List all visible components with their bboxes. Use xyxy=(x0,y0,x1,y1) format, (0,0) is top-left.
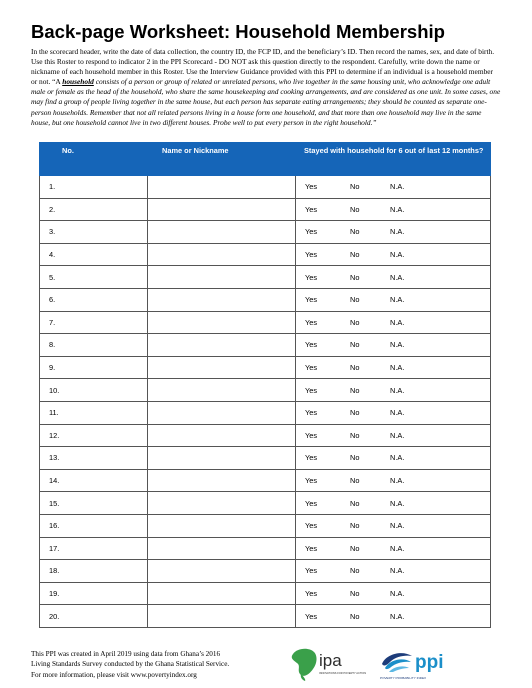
option-yes[interactable]: Yes xyxy=(305,498,318,508)
option-no[interactable]: No xyxy=(350,453,360,463)
option-no[interactable]: No xyxy=(350,611,360,621)
option-na[interactable]: N.A. xyxy=(390,182,405,192)
table-row xyxy=(40,311,491,334)
name-cell[interactable] xyxy=(148,221,296,244)
option-na[interactable]: N.A. xyxy=(390,611,405,621)
table-row xyxy=(40,514,491,537)
option-no[interactable]: No xyxy=(350,408,360,418)
table-row xyxy=(40,492,491,515)
name-cell[interactable] xyxy=(148,447,296,470)
stayed-cell xyxy=(296,334,491,357)
option-no[interactable]: No xyxy=(350,204,360,214)
row-number: 2. xyxy=(40,198,148,221)
stayed-cell xyxy=(296,492,491,515)
option-no[interactable]: No xyxy=(350,476,360,486)
row-number: 8. xyxy=(40,334,148,357)
option-yes[interactable]: Yes xyxy=(305,408,318,418)
option-na[interactable]: N.A. xyxy=(390,295,405,305)
option-no[interactable]: No xyxy=(350,498,360,508)
option-na[interactable]: N.A. xyxy=(390,385,405,395)
footer-line-2: Living Standards Survey conducted by the Ghana Statistical Service. xyxy=(31,660,230,669)
name-cell[interactable] xyxy=(148,356,296,379)
option-na[interactable]: N.A. xyxy=(390,521,405,531)
name-cell[interactable] xyxy=(148,379,296,402)
stayed-cell xyxy=(296,176,491,199)
option-na[interactable]: N.A. xyxy=(390,453,405,463)
option-no[interactable]: No xyxy=(350,588,360,598)
option-yes[interactable]: Yes xyxy=(305,566,318,576)
table-row xyxy=(40,537,491,560)
option-no[interactable]: No xyxy=(350,250,360,260)
row-number: 12. xyxy=(40,424,148,447)
stayed-cell xyxy=(296,447,491,470)
table-row xyxy=(40,221,491,244)
header-no: No. xyxy=(40,143,148,176)
name-cell[interactable] xyxy=(148,492,296,515)
option-no[interactable]: No xyxy=(350,317,360,327)
option-yes[interactable]: Yes xyxy=(305,295,318,305)
option-na[interactable]: N.A. xyxy=(390,430,405,440)
option-yes[interactable]: Yes xyxy=(305,317,318,327)
stayed-cell xyxy=(296,243,491,266)
table-row xyxy=(40,582,491,605)
stayed-cell xyxy=(296,266,491,289)
table-row xyxy=(40,176,491,199)
table-row xyxy=(40,447,491,470)
stayed-cell xyxy=(296,401,491,424)
stayed-cell xyxy=(296,514,491,537)
table-row xyxy=(40,424,491,447)
ppi-logo xyxy=(378,646,498,682)
stayed-cell xyxy=(296,221,491,244)
household-roster-table xyxy=(39,142,491,628)
row-number: 13. xyxy=(40,447,148,470)
option-yes[interactable]: Yes xyxy=(305,588,318,598)
option-na[interactable]: N.A. xyxy=(390,543,405,553)
stayed-cell xyxy=(296,560,491,583)
header-stayed: Stayed with household for 6 out of last 12 months? xyxy=(296,143,491,176)
name-cell[interactable] xyxy=(148,469,296,492)
stayed-cell xyxy=(296,379,491,402)
row-number: 11. xyxy=(40,401,148,424)
stayed-cell xyxy=(296,356,491,379)
ipa-logo-tagline: INNOVATIONS FOR POVERTY ACTION xyxy=(319,672,367,675)
option-no[interactable]: No xyxy=(350,566,360,576)
option-yes[interactable]: Yes xyxy=(305,182,318,192)
name-cell[interactable] xyxy=(148,311,296,334)
row-number: 4. xyxy=(40,243,148,266)
table-row xyxy=(40,605,491,628)
name-cell[interactable] xyxy=(148,582,296,605)
option-no[interactable]: No xyxy=(350,363,360,373)
table-row xyxy=(40,198,491,221)
option-yes[interactable]: Yes xyxy=(305,272,318,282)
table-row xyxy=(40,401,491,424)
row-number: 19. xyxy=(40,582,148,605)
table-row xyxy=(40,334,491,357)
name-cell[interactable] xyxy=(148,176,296,199)
name-cell[interactable] xyxy=(148,198,296,221)
option-na[interactable]: N.A. xyxy=(390,317,405,327)
name-cell[interactable] xyxy=(148,605,296,628)
household-definition: consists of a person or group of related or unrelated persons, who live together in the same housing unit, who acknowledge one adult male or female as the head of the household, who share the same housekeeping and cooking arrangements, and are considered as one unit. In some cases, one may find a group of people living together in the same house, but each person has separate eating arrangements; they should be counted as separate one-person households. Remember that not all related persons living in a house form one household, and that more than one household may live in the same house, but one household cannot live in two different houses. Probe well to put every person in the right household.” xyxy=(31,77,501,127)
option-na[interactable]: N.A. xyxy=(390,476,405,486)
name-cell[interactable] xyxy=(148,514,296,537)
ppi-logo-text: ppi xyxy=(415,652,444,673)
option-na[interactable]: N.A. xyxy=(390,227,405,237)
row-number: 6. xyxy=(40,288,148,311)
name-cell[interactable] xyxy=(148,424,296,447)
option-yes[interactable]: Yes xyxy=(305,227,318,237)
option-no[interactable]: No xyxy=(350,543,360,553)
footer-line-3: For more information, please visit www.povertyindex.org xyxy=(31,670,197,679)
option-yes[interactable]: Yes xyxy=(305,430,318,440)
row-number: 7. xyxy=(40,311,148,334)
option-yes[interactable]: Yes xyxy=(305,340,318,350)
stayed-cell xyxy=(296,424,491,447)
option-yes[interactable]: Yes xyxy=(305,476,318,486)
table-row xyxy=(40,379,491,402)
table-row xyxy=(40,243,491,266)
option-no[interactable]: No xyxy=(350,182,360,192)
option-na[interactable]: N.A. xyxy=(390,408,405,418)
row-number: 3. xyxy=(40,221,148,244)
option-na[interactable]: N.A. xyxy=(390,250,405,260)
household-keyword: household xyxy=(62,77,94,87)
table-row xyxy=(40,288,491,311)
row-number: 5. xyxy=(40,266,148,289)
option-no[interactable]: No xyxy=(350,295,360,305)
row-number: 1. xyxy=(40,176,148,199)
table-row xyxy=(40,560,491,583)
option-yes[interactable]: Yes xyxy=(305,611,318,621)
option-yes[interactable]: Yes xyxy=(305,250,318,260)
ipa-logo-text: ipa xyxy=(319,651,342,670)
option-yes[interactable]: Yes xyxy=(305,204,318,214)
option-na[interactable]: N.A. xyxy=(390,363,405,373)
name-cell[interactable] xyxy=(148,334,296,357)
option-na[interactable]: N.A. xyxy=(390,272,405,282)
table-row xyxy=(40,266,491,289)
name-cell[interactable] xyxy=(148,243,296,266)
instructions-text: In the scorecard header, write the date of data collection, the country ID, the FCP ID, and the beneficiary’s ID. Then record the names, sex, and date of birth. Use this Roster to respond to indicator 2 in the PPI Scorecard - DO NOT ask this question directly to the respondent. Carefully, write down the name or nickname of each household member in this Roster. Use the Interview Guidance provided with this PPI to determine if an individual is a household member or not. “A xyxy=(31,47,495,87)
option-yes[interactable]: Yes xyxy=(305,453,318,463)
name-cell[interactable] xyxy=(148,288,296,311)
page-title: Back-page Worksheet: Household Membership xyxy=(31,21,445,42)
option-yes[interactable]: Yes xyxy=(305,521,318,531)
stayed-cell xyxy=(296,582,491,605)
table-header-row xyxy=(40,143,491,176)
row-number: 9. xyxy=(40,356,148,379)
option-no[interactable]: No xyxy=(350,227,360,237)
row-number: 20. xyxy=(40,605,148,628)
row-number: 18. xyxy=(40,560,148,583)
stayed-cell xyxy=(296,288,491,311)
option-yes[interactable]: Yes xyxy=(305,385,318,395)
name-cell[interactable] xyxy=(148,537,296,560)
option-no[interactable]: No xyxy=(350,340,360,350)
option-na[interactable]: N.A. xyxy=(390,566,405,576)
stayed-cell xyxy=(296,311,491,334)
option-no[interactable]: No xyxy=(350,521,360,531)
option-yes[interactable]: Yes xyxy=(305,543,318,553)
option-no[interactable]: No xyxy=(350,430,360,440)
row-number: 17. xyxy=(40,537,148,560)
name-cell[interactable] xyxy=(148,560,296,583)
name-cell[interactable] xyxy=(148,401,296,424)
name-cell[interactable] xyxy=(148,266,296,289)
row-number: 10. xyxy=(40,379,148,402)
instructions-paragraph xyxy=(31,47,501,128)
option-na[interactable]: N.A. xyxy=(390,204,405,214)
option-no[interactable]: No xyxy=(350,272,360,282)
option-na[interactable]: N.A. xyxy=(390,498,405,508)
ppi-logo-tagline: POVERTY PROBABILITY INDEX xyxy=(380,676,427,680)
header-name: Name or Nickname xyxy=(148,143,296,176)
row-number: 14. xyxy=(40,469,148,492)
stayed-cell xyxy=(296,537,491,560)
stayed-cell xyxy=(296,198,491,221)
option-na[interactable]: N.A. xyxy=(390,588,405,598)
footer-line-1: This PPI was created in April 2019 using data from Ghana’s 2016 xyxy=(31,650,221,658)
table-row xyxy=(40,356,491,379)
table-row xyxy=(40,469,491,492)
footer-note xyxy=(31,649,291,680)
stayed-cell xyxy=(296,469,491,492)
option-no[interactable]: No xyxy=(350,385,360,395)
row-number: 15. xyxy=(40,492,148,515)
option-na[interactable]: N.A. xyxy=(390,340,405,350)
option-yes[interactable]: Yes xyxy=(305,363,318,373)
stayed-cell xyxy=(296,605,491,628)
ipa-logo xyxy=(287,644,367,682)
row-number: 16. xyxy=(40,514,148,537)
